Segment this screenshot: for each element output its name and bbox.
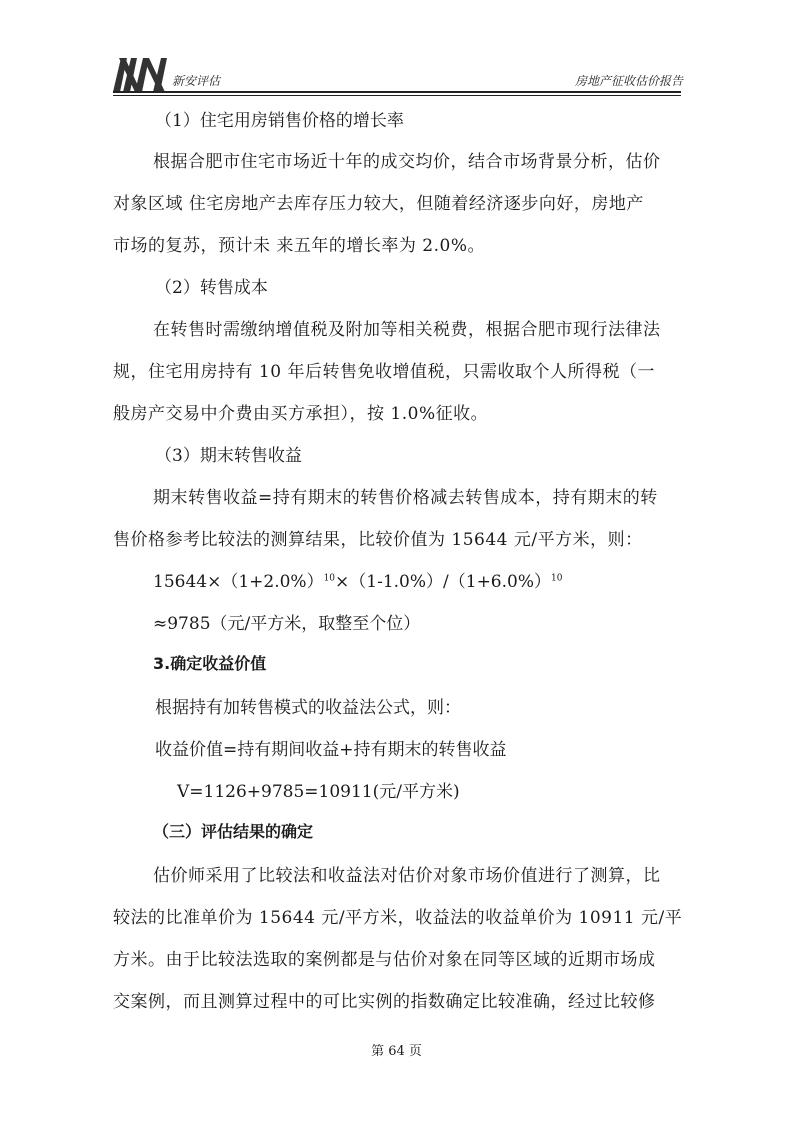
paragraph-line: 期末转售收益=持有期末的转售价格减去转售成本，持有期末的转 (153, 488, 658, 508)
paragraph-line: 根据合肥市住宅市场近十年的成交均价，结合市场背景分析，估价 (153, 152, 661, 172)
paragraph-line: 在转售时需缴纳增值税及附加等相关税费，根据合肥市现行法律法 (153, 320, 661, 340)
paragraph-line: 般房产交易中介费由买方承担），按 1.0%征收。 (113, 404, 489, 424)
section-title-income-value: 3.确定收益价值 (153, 654, 267, 673)
company-name: 新安评估 (172, 74, 221, 88)
report-title: 房地产征收估价报告 (574, 74, 683, 88)
formula-result: ≈9785（元/平方米，取整至个位） (153, 614, 421, 634)
section-title-result: （三）评估结果的确定 (153, 822, 314, 841)
subsection-title-resale-cost: （2）转售成本 (155, 278, 268, 298)
paragraph-line: 方米。由于比较法选取的案例都是与估价对象在同等区域的近期市场成 (113, 950, 656, 970)
paragraph-line: 根据持有加转售模式的收益法公式，则： (155, 698, 461, 718)
formula-exponent: 10 (551, 573, 563, 584)
paragraph-line: 对象区域 住宅房地产去库存压力较大，但随着经济逐步向好，房地产 (113, 194, 644, 214)
paragraph-line: 规，住宅用房持有 10 年后转售免收增值税，只需收取个人所得税（一 (113, 362, 655, 382)
paragraph-line: 收益价值=持有期间收益+持有期末的转售收益 (155, 740, 507, 760)
paragraph-line: 估价师采用了比较法和收益法对估价对象市场价值进行了测算，比 (153, 866, 661, 886)
paragraph-line: 交案例，而且测算过程中的可比实例的指数确定比较准确，经过比较修 (113, 992, 656, 1012)
formula-line (153, 567, 562, 592)
page-number: 第 64 页 (371, 1044, 422, 1059)
paragraph-line: 较法的比准单价为 15644 元/平方米，收益法的收益单价为 10911 元/平 (113, 908, 683, 928)
paragraph-line: 售价格参考比较法的测算结果，比较价值为 15644 元/平方米，则： (113, 530, 643, 550)
formula-line: V=1126+9785=10911(元/平方米) (177, 782, 460, 802)
paragraph-line: 市场的复苏，预计未 来五年的增长率为 2.0%。 (113, 236, 485, 256)
subsection-title-growth-rate: （1）住宅用房销售价格的增长率 (155, 111, 404, 131)
subsection-title-resale-income: （3）期末转售收益 (155, 446, 302, 466)
formula-part: 15644×（1+2.0%） (153, 572, 324, 592)
formula-part: ×（1-1.0%）/（1+6.0%） (335, 572, 552, 592)
formula-exponent: 10 (323, 573, 336, 584)
